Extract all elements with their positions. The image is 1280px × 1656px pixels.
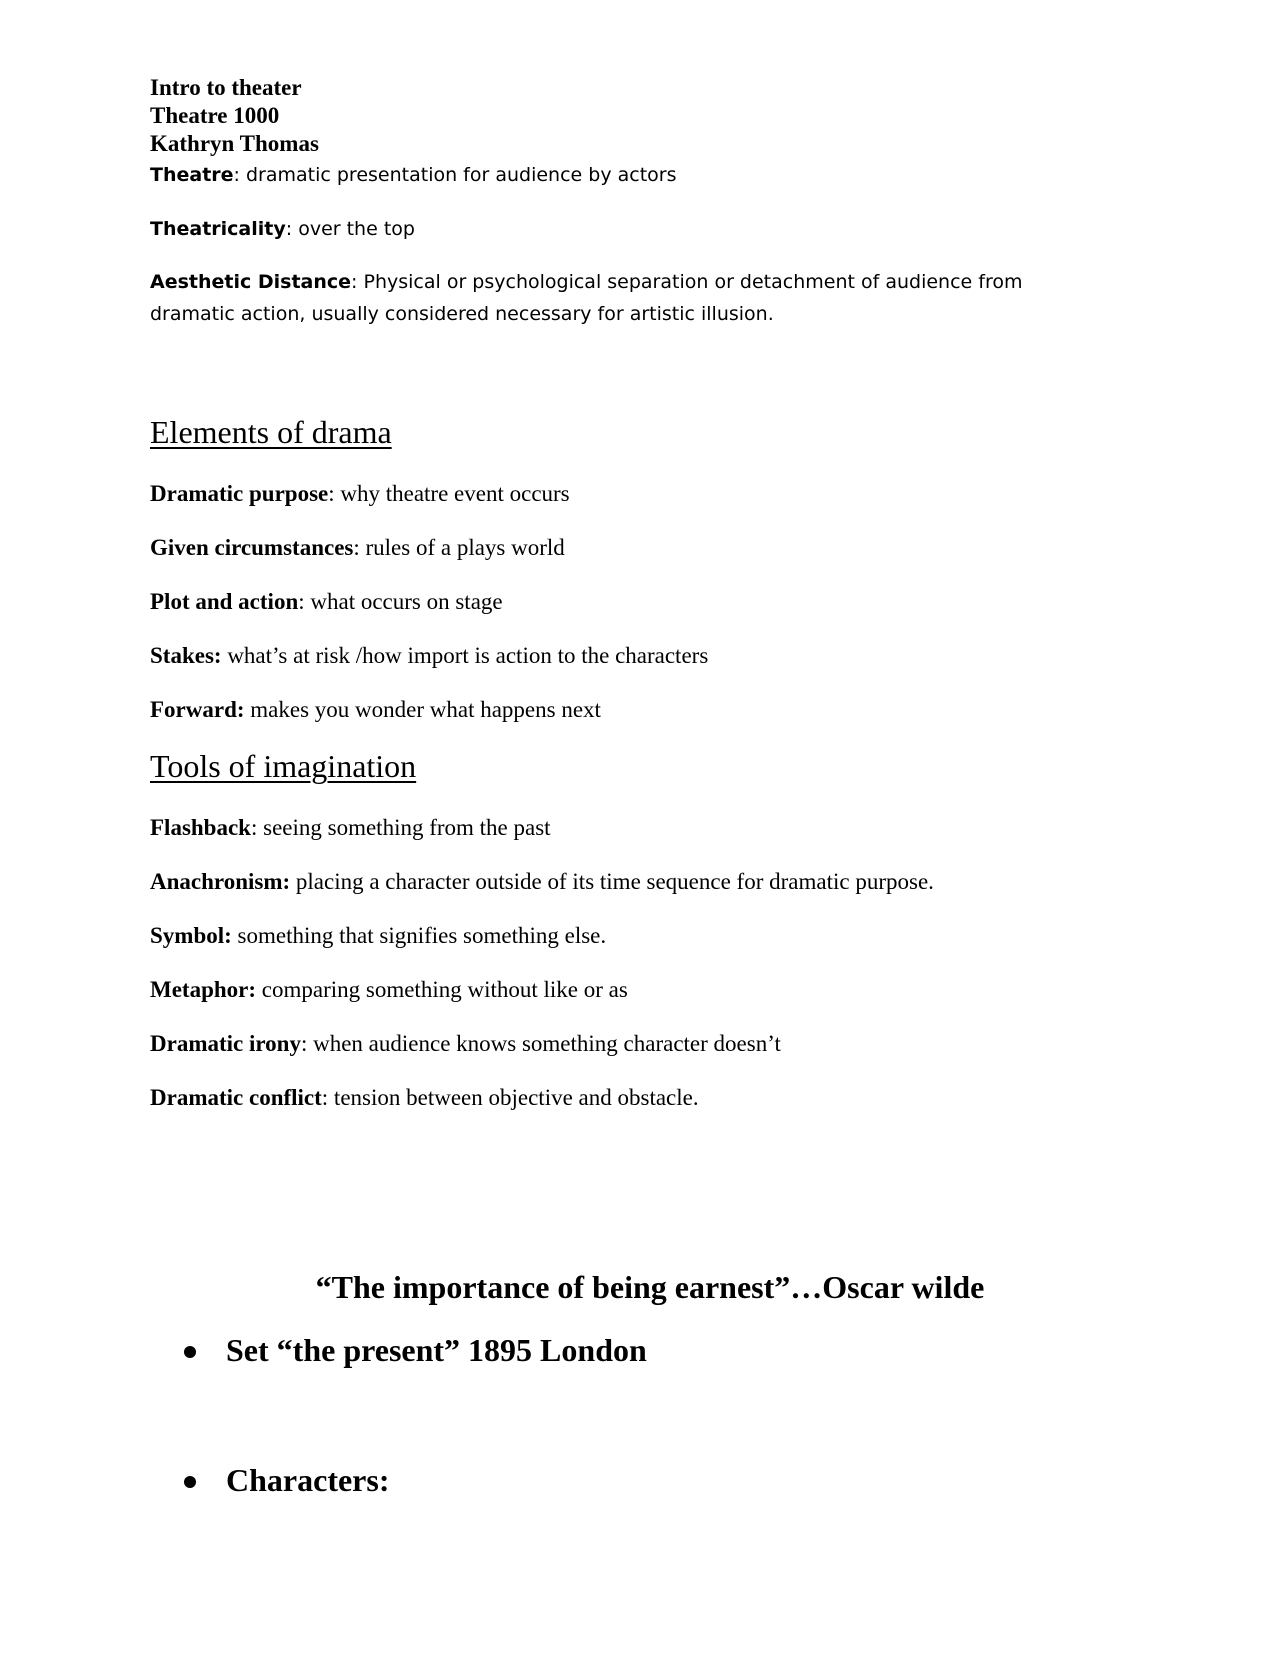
tools-heading: Tools of imagination: [150, 748, 417, 784]
bullet-dot-icon: [184, 1346, 196, 1358]
definition-separator: :: [351, 271, 358, 293]
tool-text: comparing something without like or as: [256, 977, 628, 1002]
play-title: “The importance of being earnest”…Oscar wilde: [315, 1269, 985, 1305]
definition-text: dramatic presentation for audience by actors: [239, 164, 677, 186]
definition-text: over the top: [292, 218, 415, 240]
element-term: Given circumstances: [150, 535, 354, 560]
element-text: makes you wonder what happens next: [244, 697, 601, 722]
tool-text: something that signifies something else.: [231, 923, 607, 948]
tool-term: Metaphor:: [150, 977, 257, 1002]
element-text: what’s at risk /how import is action to the characters: [221, 643, 709, 668]
tool-term: Symbol:: [150, 923, 232, 948]
element-text: : what occurs on stage: [298, 589, 503, 614]
tool-term: Anachronism:: [150, 869, 291, 894]
intro-definition: [150, 213, 415, 245]
definition-separator: :: [233, 164, 240, 186]
definition-text: Physical or psychological separation or detachment of audience from dramatic action, usually considered necessary for artistic illusion.: [150, 271, 1023, 325]
tool-text: : tension between objective and obstacle.: [321, 1085, 699, 1110]
element-item: [150, 641, 708, 671]
bullet-text: Characters:: [226, 1462, 390, 1498]
element-item: [150, 587, 503, 617]
element-text: : why theatre event occurs: [328, 481, 570, 506]
element-item: [150, 533, 565, 563]
tool-item: [150, 1083, 699, 1113]
tool-item: [150, 1029, 781, 1059]
tool-term: Dramatic irony: [150, 1031, 301, 1056]
intro-definition: [150, 266, 1110, 330]
elements-heading: Elements of drama: [150, 414, 392, 450]
element-item: [150, 479, 570, 509]
definition-term: Theatre: [150, 164, 234, 186]
tool-text: placing a character outside of its time sequence for dramatic purpose.: [290, 869, 934, 894]
definition-term: Theatricality: [150, 218, 286, 240]
element-term: Plot and action: [150, 589, 299, 614]
instructor-name: Kathryn Thomas: [150, 131, 319, 156]
tool-item: [150, 867, 934, 897]
element-term: Stakes:: [150, 643, 222, 668]
course-title: Intro to theater: [150, 75, 302, 100]
tool-item: [150, 813, 551, 843]
element-item: [150, 695, 601, 725]
bullet-text: Set “the present” 1895 London: [226, 1332, 647, 1368]
tool-term: Dramatic conflict: [150, 1085, 322, 1110]
tool-text: : seeing something from the past: [250, 815, 551, 840]
tool-item: [150, 921, 606, 951]
tool-item: [150, 975, 628, 1005]
definition-separator: :: [285, 218, 293, 240]
element-term: Dramatic purpose: [150, 481, 329, 506]
course-number: Theatre 1000: [150, 103, 280, 128]
intro-definition: [150, 159, 677, 191]
definition-term: Aesthetic Distance: [150, 271, 352, 293]
element-term: Forward:: [150, 697, 245, 722]
tool-term: Flashback: [150, 815, 251, 840]
tool-text: : when audience knows something character doesn’t: [300, 1031, 781, 1056]
element-text: : rules of a plays world: [353, 535, 565, 560]
bullet-dot-icon: [184, 1476, 196, 1488]
document-page: [150, 0, 1140, 1656]
